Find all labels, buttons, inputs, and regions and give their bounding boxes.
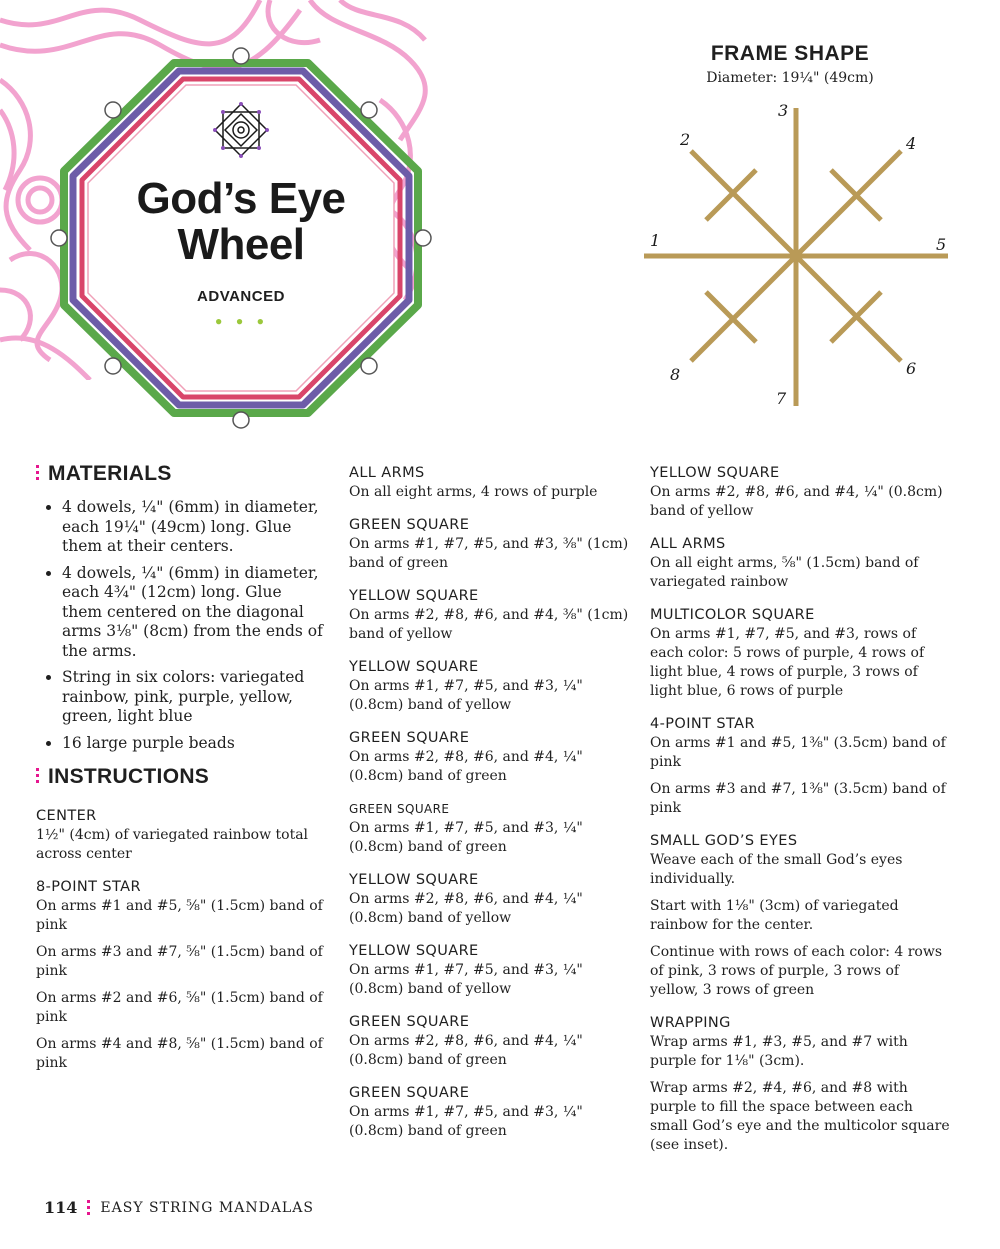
- title-block: [110, 100, 372, 331]
- step-text: On arms #2, #8, #6, and #4, ¼" (0.8cm) band of green: [349, 1033, 583, 1068]
- step-title: GREEN SQUARE: [349, 802, 450, 816]
- step-text: On all eight arms, ⅝" (1.5cm) band of variegated rainbow: [650, 555, 919, 590]
- instruction-step: [349, 1013, 639, 1070]
- step-title: GREEN SQUARE: [349, 1085, 470, 1101]
- section-marker: [36, 768, 39, 786]
- bead: [105, 358, 121, 374]
- instruction-step: [650, 832, 950, 1000]
- arm-label-5: 5: [936, 235, 947, 254]
- step-text: On arms #3 and #7, 1⅜" (3.5cm) band of pink: [650, 781, 946, 816]
- page-title: [110, 176, 372, 268]
- step-title: YELLOW SQUARE: [349, 659, 479, 675]
- arm-label-7: 7: [776, 389, 787, 408]
- page-number: 114: [44, 1198, 78, 1217]
- step-text: On arms #1, #7, #5, and #3, ¼" (0.8cm) band of green: [349, 1104, 583, 1139]
- step-text: On arms #1 and #5, ⅝" (1.5cm) band of pink: [36, 898, 323, 933]
- step-text: Wrap arms #2, #4, #6, and #8 with purple to fill the space between each small God’s eye and the multicolor square (see inset).: [650, 1080, 950, 1153]
- step-title: YELLOW SQUARE: [349, 943, 479, 959]
- decorative-dots: • • •: [213, 313, 269, 331]
- step-text: On arms #3 and #7, ⅝" (1.5cm) band of pink: [36, 944, 323, 979]
- frame-shape-diagram: [636, 96, 966, 416]
- materials-item: • String in six colors: variegated rainbow, pink, purple, yellow, green, light blue: [62, 668, 326, 727]
- column-3: [650, 464, 950, 1169]
- instruction-step: [349, 800, 639, 857]
- step-text: On arms #1 and #5, 1⅜" (3.5cm) band of pink: [650, 735, 946, 770]
- column-2: [349, 464, 639, 1155]
- bead: [233, 48, 249, 64]
- frame-diameter: Diameter: 19¼" (49cm): [706, 70, 874, 86]
- step-title: CENTER: [36, 808, 97, 824]
- arm-label-3: 3: [778, 101, 789, 120]
- step-text: On all eight arms, 4 rows of purple: [349, 484, 598, 500]
- instructions-heading: [36, 765, 326, 789]
- step-text: On arms #1, #7, #5, and #3, ⅜" (1cm) band of green: [349, 536, 629, 571]
- materials-item: • 4 dowels, ¼" (6mm) in diameter, each 4¾" (12cm) long. Glue them centered on the diagonal arms 3⅛" (8cm) from the ends of the arms.: [62, 564, 326, 662]
- instruction-step: [650, 715, 950, 818]
- instruction-step: [349, 729, 639, 786]
- instruction-step: [349, 516, 639, 573]
- step-title: YELLOW SQUARE: [349, 872, 479, 888]
- arm-label-8: 8: [670, 365, 681, 384]
- step-text: On arms #2, #8, #6, and #4, ¼" (0.8cm) band of yellow: [650, 484, 943, 519]
- instruction-step: [349, 658, 639, 715]
- step-title: GREEN SQUARE: [349, 517, 470, 533]
- step-title: 8-POINT STAR: [36, 879, 141, 895]
- step-title: YELLOW SQUARE: [349, 588, 479, 604]
- instruction-steps: [36, 807, 326, 1073]
- step-title: GREEN SQUARE: [349, 1014, 470, 1030]
- instruction-step: [349, 587, 639, 644]
- page-footer: [44, 1198, 314, 1217]
- bead: [361, 358, 377, 374]
- materials-item: • 4 dowels, ¼" (6mm) in diameter, each 19¼" (49cm) long. Glue them at their centers.: [62, 498, 326, 557]
- difficulty-level: ADVANCED: [197, 288, 285, 305]
- instructions-heading-text: INSTRUCTIONS: [48, 765, 210, 788]
- section-marker: [36, 465, 39, 483]
- step-text: On arms #1, #7, #5, and #3, rows of each color: 5 rows of purple, 4 rows of light blue, 4 rows of purple, 3 rows of light blue, 6 rows of purple: [650, 626, 925, 699]
- instruction-step: [36, 807, 326, 864]
- bead: [51, 230, 67, 246]
- instruction-step: [650, 535, 950, 592]
- instruction-step: [349, 871, 639, 928]
- step-title: YELLOW SQUARE: [650, 465, 780, 481]
- frame-shape-title: FRAME SHAPE: [710, 42, 870, 65]
- arm-label-6: 6: [906, 359, 917, 378]
- book-title: EASY STRING MANDALAS: [100, 1199, 314, 1216]
- step-text: On arms #1, #7, #5, and #3, ¼" (0.8cm) band of green: [349, 820, 583, 855]
- page-title-line1: God’s Eye: [136, 174, 346, 223]
- step-text: On arms #1, #7, #5, and #3, ¼" (0.8cm) band of yellow: [349, 678, 583, 713]
- page-title-line2: Wheel: [177, 220, 305, 269]
- bead: [415, 230, 431, 246]
- instruction-step: [349, 942, 639, 999]
- instruction-step: [650, 1014, 950, 1155]
- step-title: ALL ARMS: [349, 465, 425, 481]
- mandala-icon: [211, 100, 271, 160]
- step-text: On arms #2, #8, #6, and #4, ⅜" (1cm) band of yellow: [349, 607, 629, 642]
- step-title: MULTICOLOR SQUARE: [650, 607, 815, 623]
- materials-item: • 16 large purple beads: [62, 734, 326, 754]
- step-text: 1½" (4cm) of variegated rainbow total across center: [36, 827, 309, 862]
- arm-label-2: 2: [680, 130, 691, 149]
- step-title: WRAPPING: [650, 1015, 731, 1031]
- step-title: 4-POINT STAR: [650, 716, 755, 732]
- instruction-step: [650, 606, 950, 701]
- step-title: GREEN SQUARE: [349, 730, 470, 746]
- instruction-step: [36, 878, 326, 1073]
- column-1: [36, 462, 326, 1087]
- materials-heading-text: MATERIALS: [48, 462, 172, 485]
- step-text: Start with 1⅛" (3cm) of variegated rainbow for the center.: [650, 898, 899, 933]
- step-text: Wrap arms #1, #3, #5, and #7 with purple for 1⅛" (3cm).: [650, 1034, 908, 1069]
- instruction-step: [349, 464, 639, 502]
- step-text: On arms #1, #7, #5, and #3, ¼" (0.8cm) band of yellow: [349, 962, 583, 997]
- step-title: ALL ARMS: [650, 536, 726, 552]
- step-text: On arms #2, #8, #6, and #4, ¼" (0.8cm) band of green: [349, 749, 583, 784]
- short-dowel-2: [706, 170, 756, 220]
- short-dowel-8: [706, 292, 756, 342]
- step-text: On arms #2, #8, #6, and #4, ¼" (0.8cm) band of yellow: [349, 891, 583, 926]
- step-text: On arms #4 and #8, ⅝" (1.5cm) band of pink: [36, 1036, 323, 1071]
- instruction-step: [349, 1084, 639, 1141]
- materials-heading: [36, 462, 326, 486]
- step-text: Weave each of the small God’s eyes individually.: [650, 852, 903, 887]
- step-title: SMALL GOD’S EYES: [650, 833, 798, 849]
- materials-list: [36, 498, 326, 753]
- instruction-step: [650, 464, 950, 521]
- arm-label-4: 4: [906, 134, 917, 153]
- arm-label-1: 1: [650, 231, 661, 250]
- step-text: On arms #2 and #6, ⅝" (1.5cm) band of pink: [36, 990, 323, 1025]
- footer-marker: [87, 1200, 90, 1216]
- step-text: Continue with rows of each color: 4 rows of pink, 3 rows of purple, 3 rows of yellow, 3 rows of green: [650, 944, 943, 998]
- bead: [233, 412, 249, 428]
